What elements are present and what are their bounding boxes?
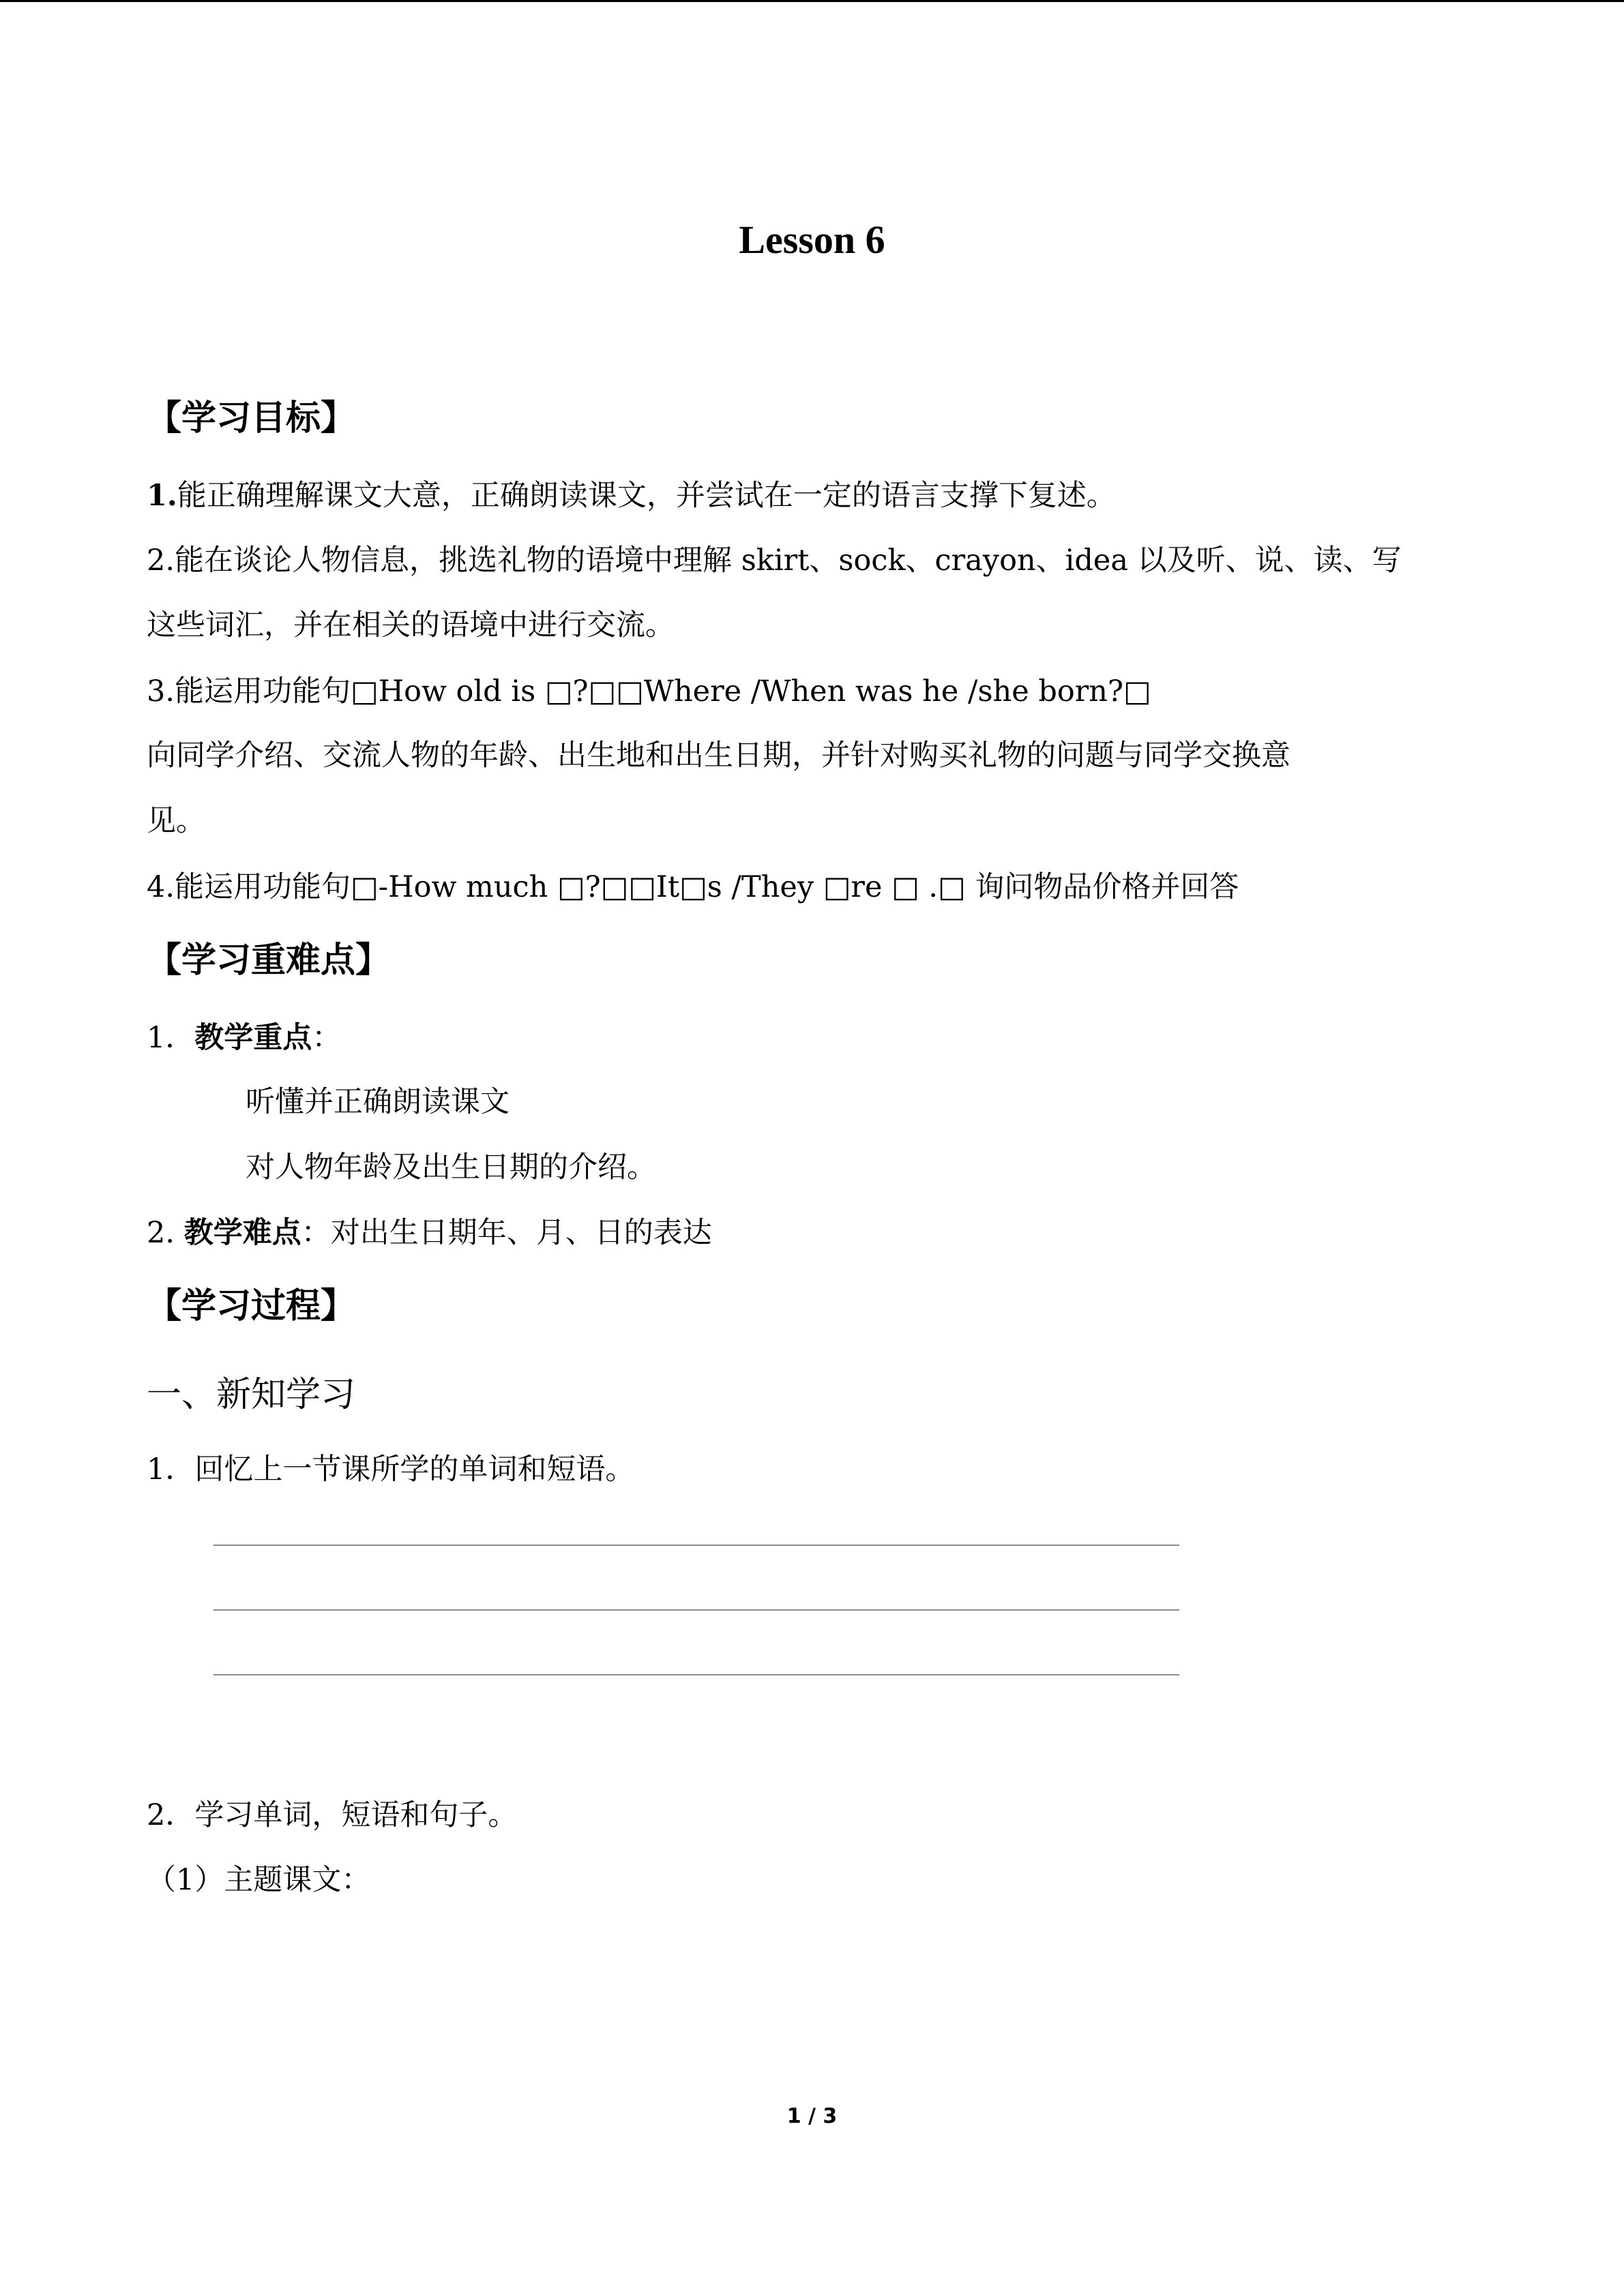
answer-line-2[interactable] bbox=[213, 1609, 1179, 1611]
process-part-1: 一、新知学习 bbox=[147, 1375, 356, 1415]
objectives-heading: 【学习目标】 bbox=[147, 398, 356, 438]
key-point-item-1-label: 教学重点 bbox=[194, 1021, 312, 1055]
key-point-item-1-sub-2: 对人物年龄及出生日期的介绍。 bbox=[246, 1150, 656, 1184]
page-number: 1 / 3 bbox=[786, 2104, 838, 2128]
objective-item-4: 4.能运用功能句□-How much □?□□It□s /They □re □ .□ 询问物品价格并回答 bbox=[147, 870, 1239, 904]
key-point-item-2 bbox=[147, 1210, 712, 1251]
objective-item-3-line-2: 向同学介绍、交流人物的年龄、出生地和出生日期，并针对购买礼物的问题与同学交换意 bbox=[147, 739, 1290, 773]
objective-item-3-line-3: 见。 bbox=[147, 804, 205, 838]
key-point-item-2-text: ：对出生日期年、月、日的表达 bbox=[301, 1216, 712, 1250]
answer-line-1[interactable] bbox=[213, 1545, 1179, 1546]
objective-item-2-line-1: 2.能在谈论人物信息，挑选礼物的语境中理解 skirt、sock、crayon、idea 以及听、说、读、写 bbox=[147, 543, 1402, 578]
key-point-item-2-label: 教学难点 bbox=[183, 1216, 301, 1250]
page-title: Lesson 6 bbox=[739, 218, 885, 262]
objective-item-1-text: 能正确理解课文大意，正确朗读课文，并尝试在一定的语言支撑下复述。 bbox=[177, 479, 1116, 513]
key-point-item-1-colon: ： bbox=[312, 1021, 342, 1055]
answer-line-3[interactable] bbox=[213, 1674, 1179, 1675]
objective-item-1 bbox=[147, 473, 1116, 514]
key-points-heading: 【学习重难点】 bbox=[147, 940, 391, 981]
process-heading: 【学习过程】 bbox=[147, 1286, 356, 1326]
process-step-2: 2．学习单词，短语和句子。 bbox=[147, 1798, 518, 1832]
process-step-2-sub-1: （1）主题课文： bbox=[147, 1863, 371, 1897]
key-point-item-1 bbox=[147, 1015, 341, 1056]
objective-item-1-number: 1. bbox=[147, 479, 177, 513]
objective-item-3-line-1: 3.能运用功能句□How old is □?□□Where /When was he /she born?□ bbox=[147, 674, 1151, 709]
key-point-item-1-sub-1: 听懂并正确朗读课文 bbox=[246, 1085, 510, 1119]
key-point-item-2-number: 2. bbox=[147, 1216, 184, 1250]
objective-item-2-line-2: 这些词汇，并在相关的语境中进行交流。 bbox=[147, 608, 675, 642]
key-point-item-1-number: 1． bbox=[147, 1021, 195, 1055]
process-step-1: 1．回忆上一节课所学的单词和短语。 bbox=[147, 1452, 635, 1487]
